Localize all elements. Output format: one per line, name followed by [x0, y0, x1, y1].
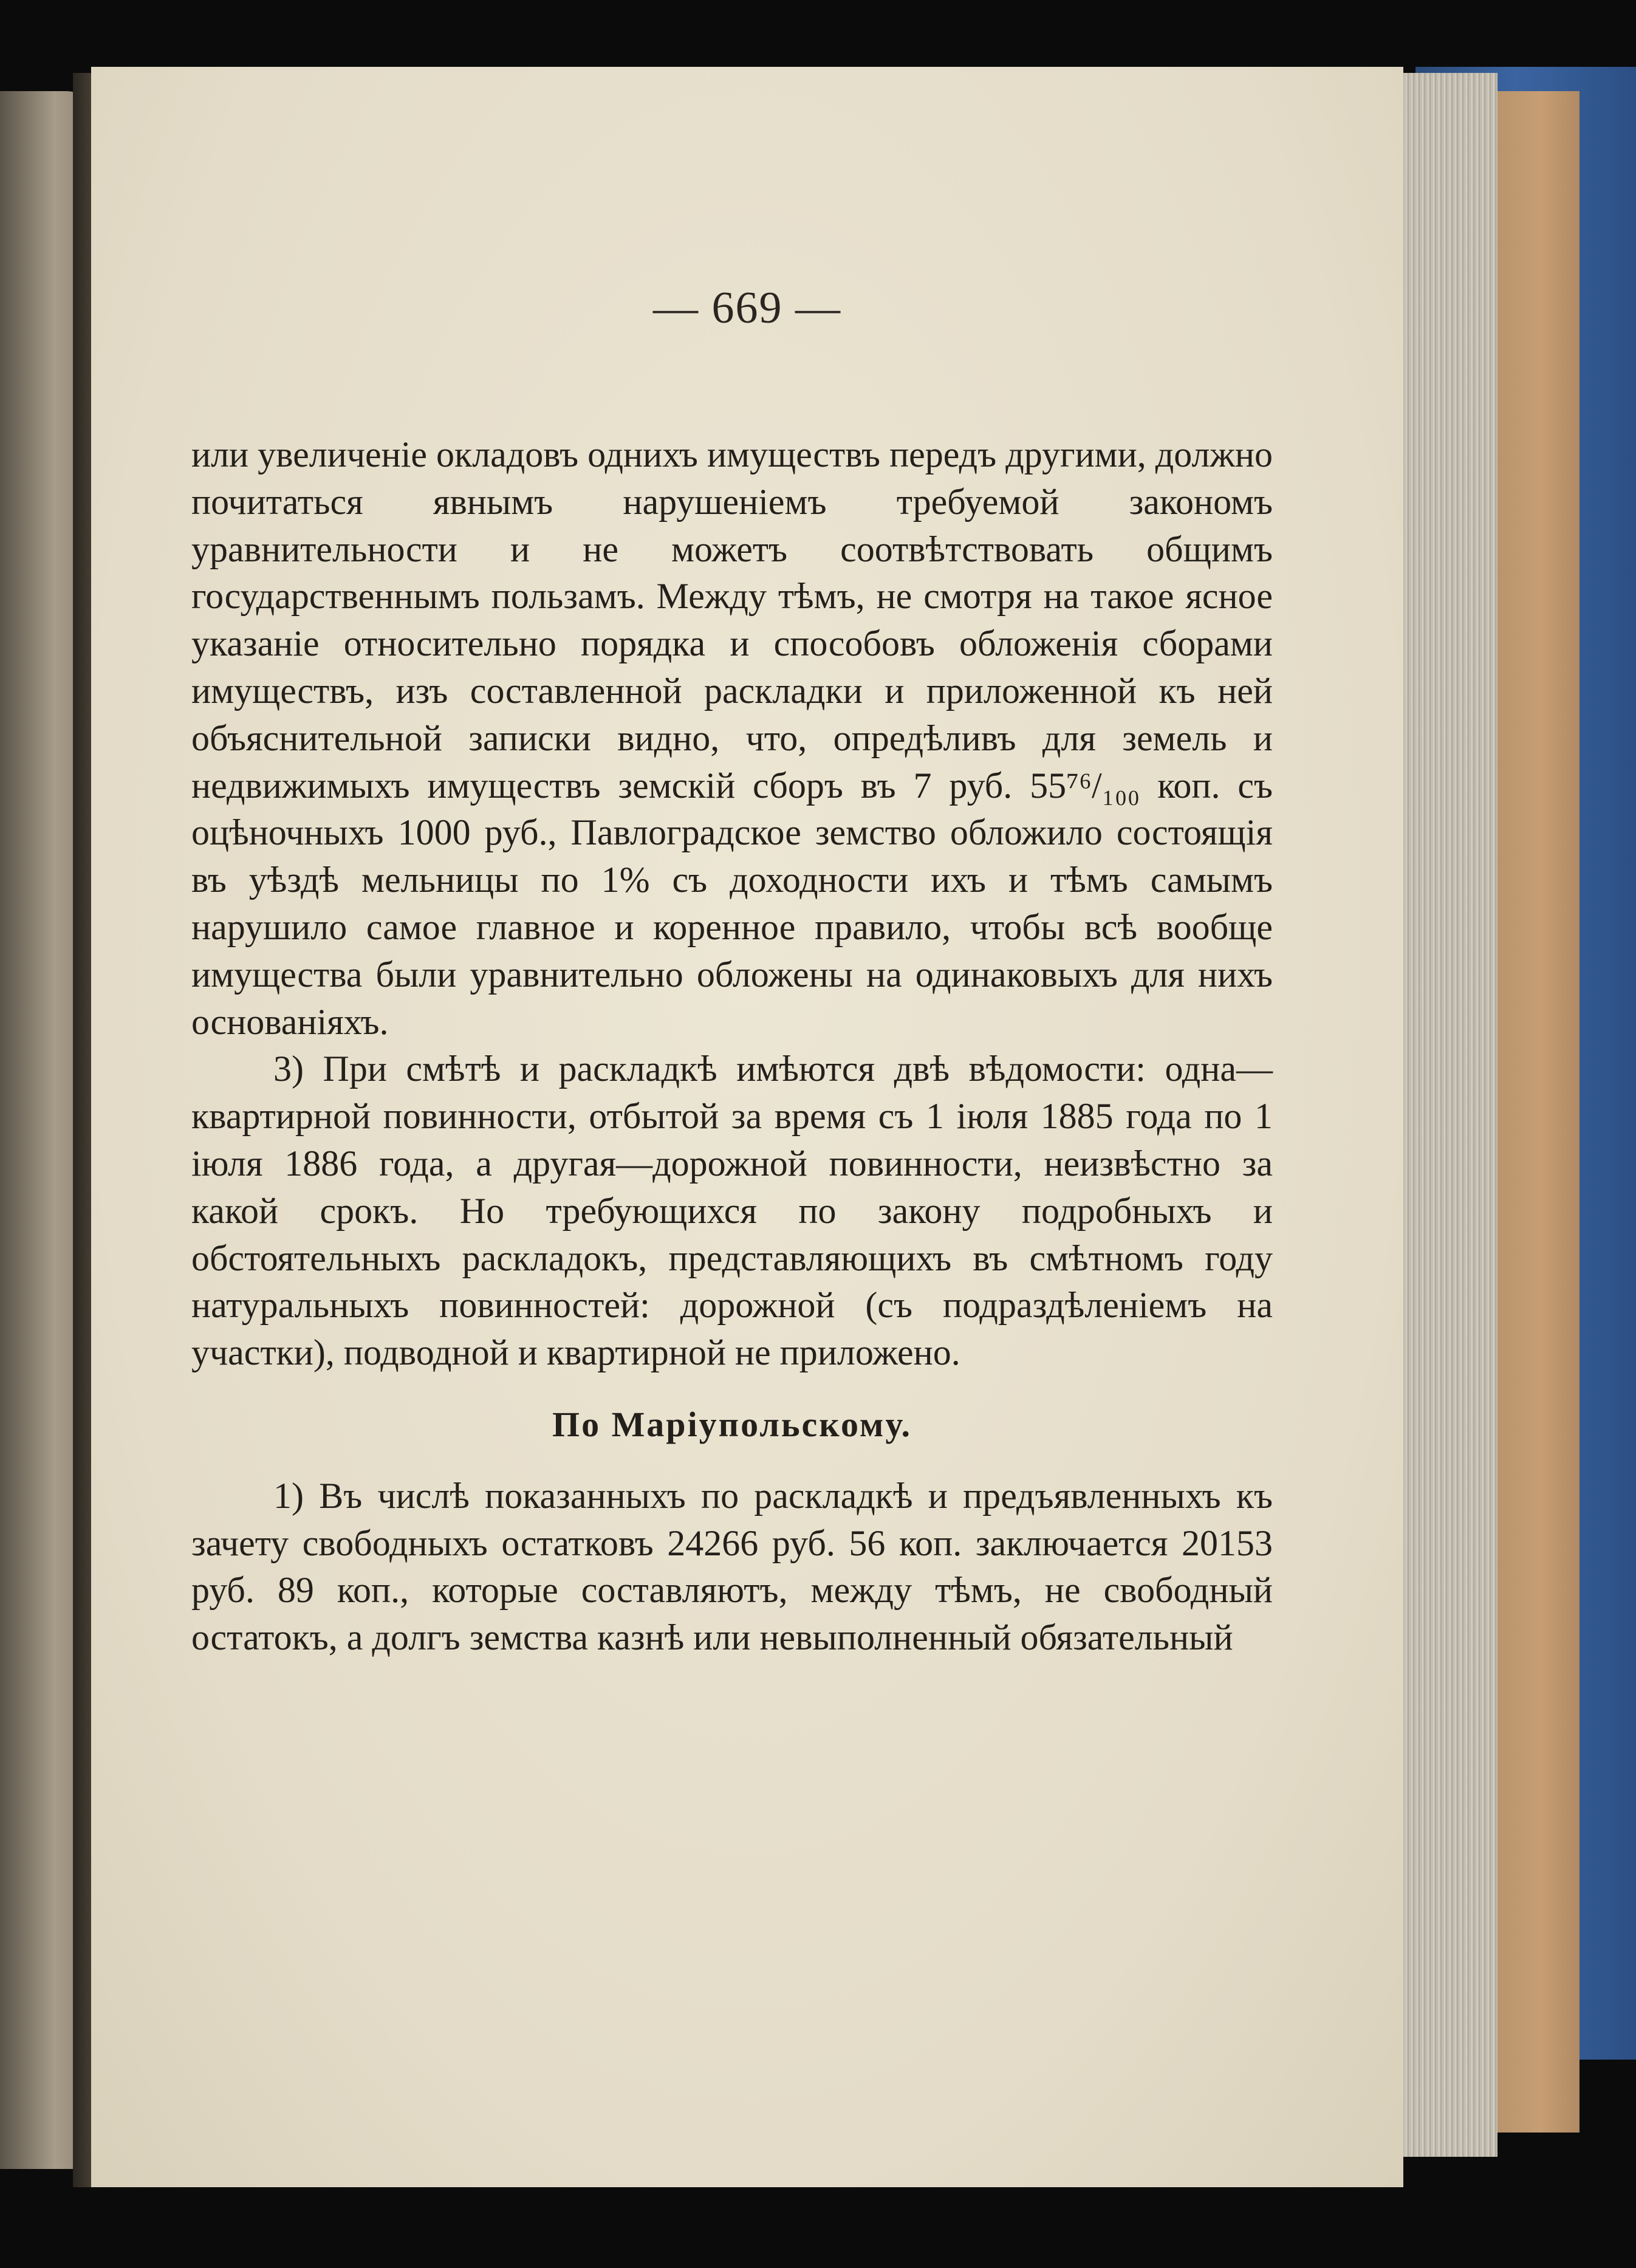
section-heading: По Марiупольскому.	[552, 1404, 912, 1444]
book-page	[91, 67, 1403, 2187]
paragraph-1: или увеличенiе окладовъ однихъ имуществъ передъ другими, должно почитаться явнымъ нарушенiемъ требуемой закономъ уравнительности и не можетъ соотвѣтствовать общимъ государственнымъ пользамъ. Между тѣмъ, не смотря на такое ясное указанiе относительно порядка и способовъ обложенiя сборами имуществъ, изъ составленной раскладки и приложенной къ ней объяснительной записки видно, что, опредѣливъ для земель и недвижимыхъ имуществъ земскiй сборъ въ 7 руб. 55⁷⁶/₁₀₀ коп. съ оцѣночныхъ 1000 руб., Павлоградское земство обложило состоящiя въ уѣздѣ мельницы по 1% съ доходности ихъ и тѣмъ самымъ нарушило самое главное и коренное правило, чтобы всѣ вообще имущества были уравнительно обложены на одинаковыхъ для нихъ основанiяхъ.	[191, 434, 1273, 1042]
page-text	[191, 431, 1273, 1662]
paragraph-2: 3) При смѣтѣ и раскладкѣ имѣются двѣ вѣдомости: одна—квартирной повинности, отбытой за время съ 1 iюля 1885 года по 1 iюля 1886 года, а другая—дорожной повинности, неизвѣстно за какой срокъ. Но требующихся по закону подробныхъ и обстоятельныхъ раскладокъ, представляющихъ въ смѣтномъ году натуральныхъ повинностей: дорожной (съ подраздѣленiемъ на участки), подводной и квартирной не приложено.	[191, 1049, 1273, 1373]
page-number: — 669 —	[653, 283, 841, 333]
page-stack-edges	[1388, 73, 1497, 2157]
paragraph-3: 1) Въ числѣ показанныхъ по раскладкѣ и предъявленныхъ къ зачету свободныхъ остатковъ 24266 руб. 56 коп. заключается 20153 руб. 89 коп., которые составляютъ, между тѣмъ, не свободный остатокъ, а долгъ земства казнѣ или невыполненный обязательный	[191, 1475, 1273, 1658]
